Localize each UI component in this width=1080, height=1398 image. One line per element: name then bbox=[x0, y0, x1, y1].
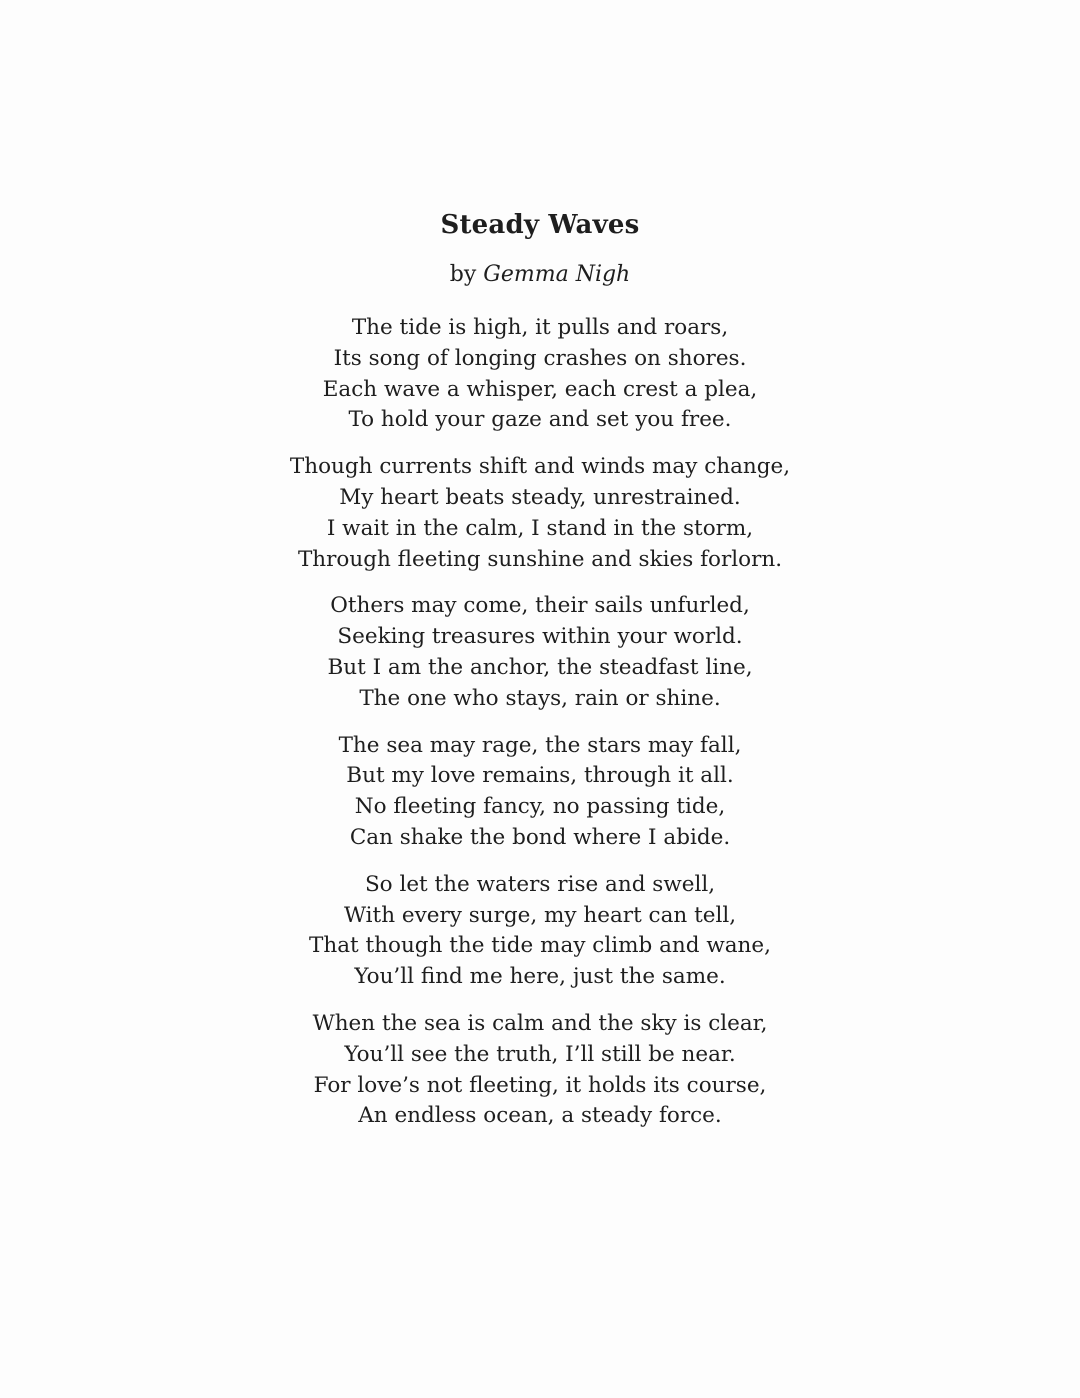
stanza-1 bbox=[0, 313, 1080, 436]
poem-line: But I am the anchor, the steadfast line, bbox=[327, 654, 753, 680]
poem-line: Others may come, their sails unfurled, bbox=[330, 593, 750, 619]
poem-line: The one who stays, rain or shine. bbox=[359, 685, 721, 711]
poem-line: You’ll find me here, just the same. bbox=[354, 964, 726, 990]
poem-line: Can shake the bond where I abide. bbox=[349, 824, 731, 850]
poem-line: An endless ocean, a steady force. bbox=[358, 1103, 722, 1129]
poem-line: With every surge, my heart can tell, bbox=[343, 902, 737, 928]
poem-line: Through fleeting sunshine and skies forlorn. bbox=[297, 546, 783, 572]
poem-line: The tide is high, it pulls and roars, bbox=[351, 315, 729, 340]
stanza-6 bbox=[0, 1009, 1080, 1132]
poem-line: For love’s not fleeting, it holds its course, bbox=[313, 1072, 767, 1098]
poem-line: But my love remains, through it all. bbox=[346, 763, 734, 789]
stanza-3 bbox=[0, 591, 1080, 714]
stanza-5 bbox=[0, 870, 1080, 993]
poem-line: Though currents shift and winds may change, bbox=[289, 454, 791, 480]
poem-line: My heart beats steady, unrestrained. bbox=[339, 484, 741, 510]
poem-line: No fleeting fancy, no passing tide, bbox=[354, 794, 726, 820]
stanza-2 bbox=[0, 452, 1080, 575]
poem-line: To hold your gaze and set you free. bbox=[348, 407, 732, 433]
author-name: Gemma Nigh bbox=[483, 262, 631, 287]
poem-line: So let the waters rise and swell, bbox=[364, 871, 716, 897]
poem-line: Seeking treasures within your world. bbox=[337, 624, 743, 650]
poem-line: Each wave a whisper, each crest a plea, bbox=[322, 376, 758, 402]
stanza-4 bbox=[0, 731, 1080, 854]
poem-line: When the sea is calm and the sky is clear, bbox=[312, 1010, 768, 1036]
poem-line: I wait in the calm, I stand in the storm, bbox=[326, 515, 754, 541]
poem-line: You’ll see the truth, I’ll still be near. bbox=[344, 1041, 736, 1067]
poem-line: That though the tide may climb and wane, bbox=[309, 933, 771, 959]
byline bbox=[0, 262, 1080, 287]
byline-prefix: by bbox=[449, 262, 484, 287]
poem-line: The sea may rage, the stars may fall, bbox=[338, 732, 742, 758]
poem-line: Its song of longing crashes on shores. bbox=[333, 345, 747, 371]
poem-title: Steady Waves bbox=[440, 210, 640, 240]
